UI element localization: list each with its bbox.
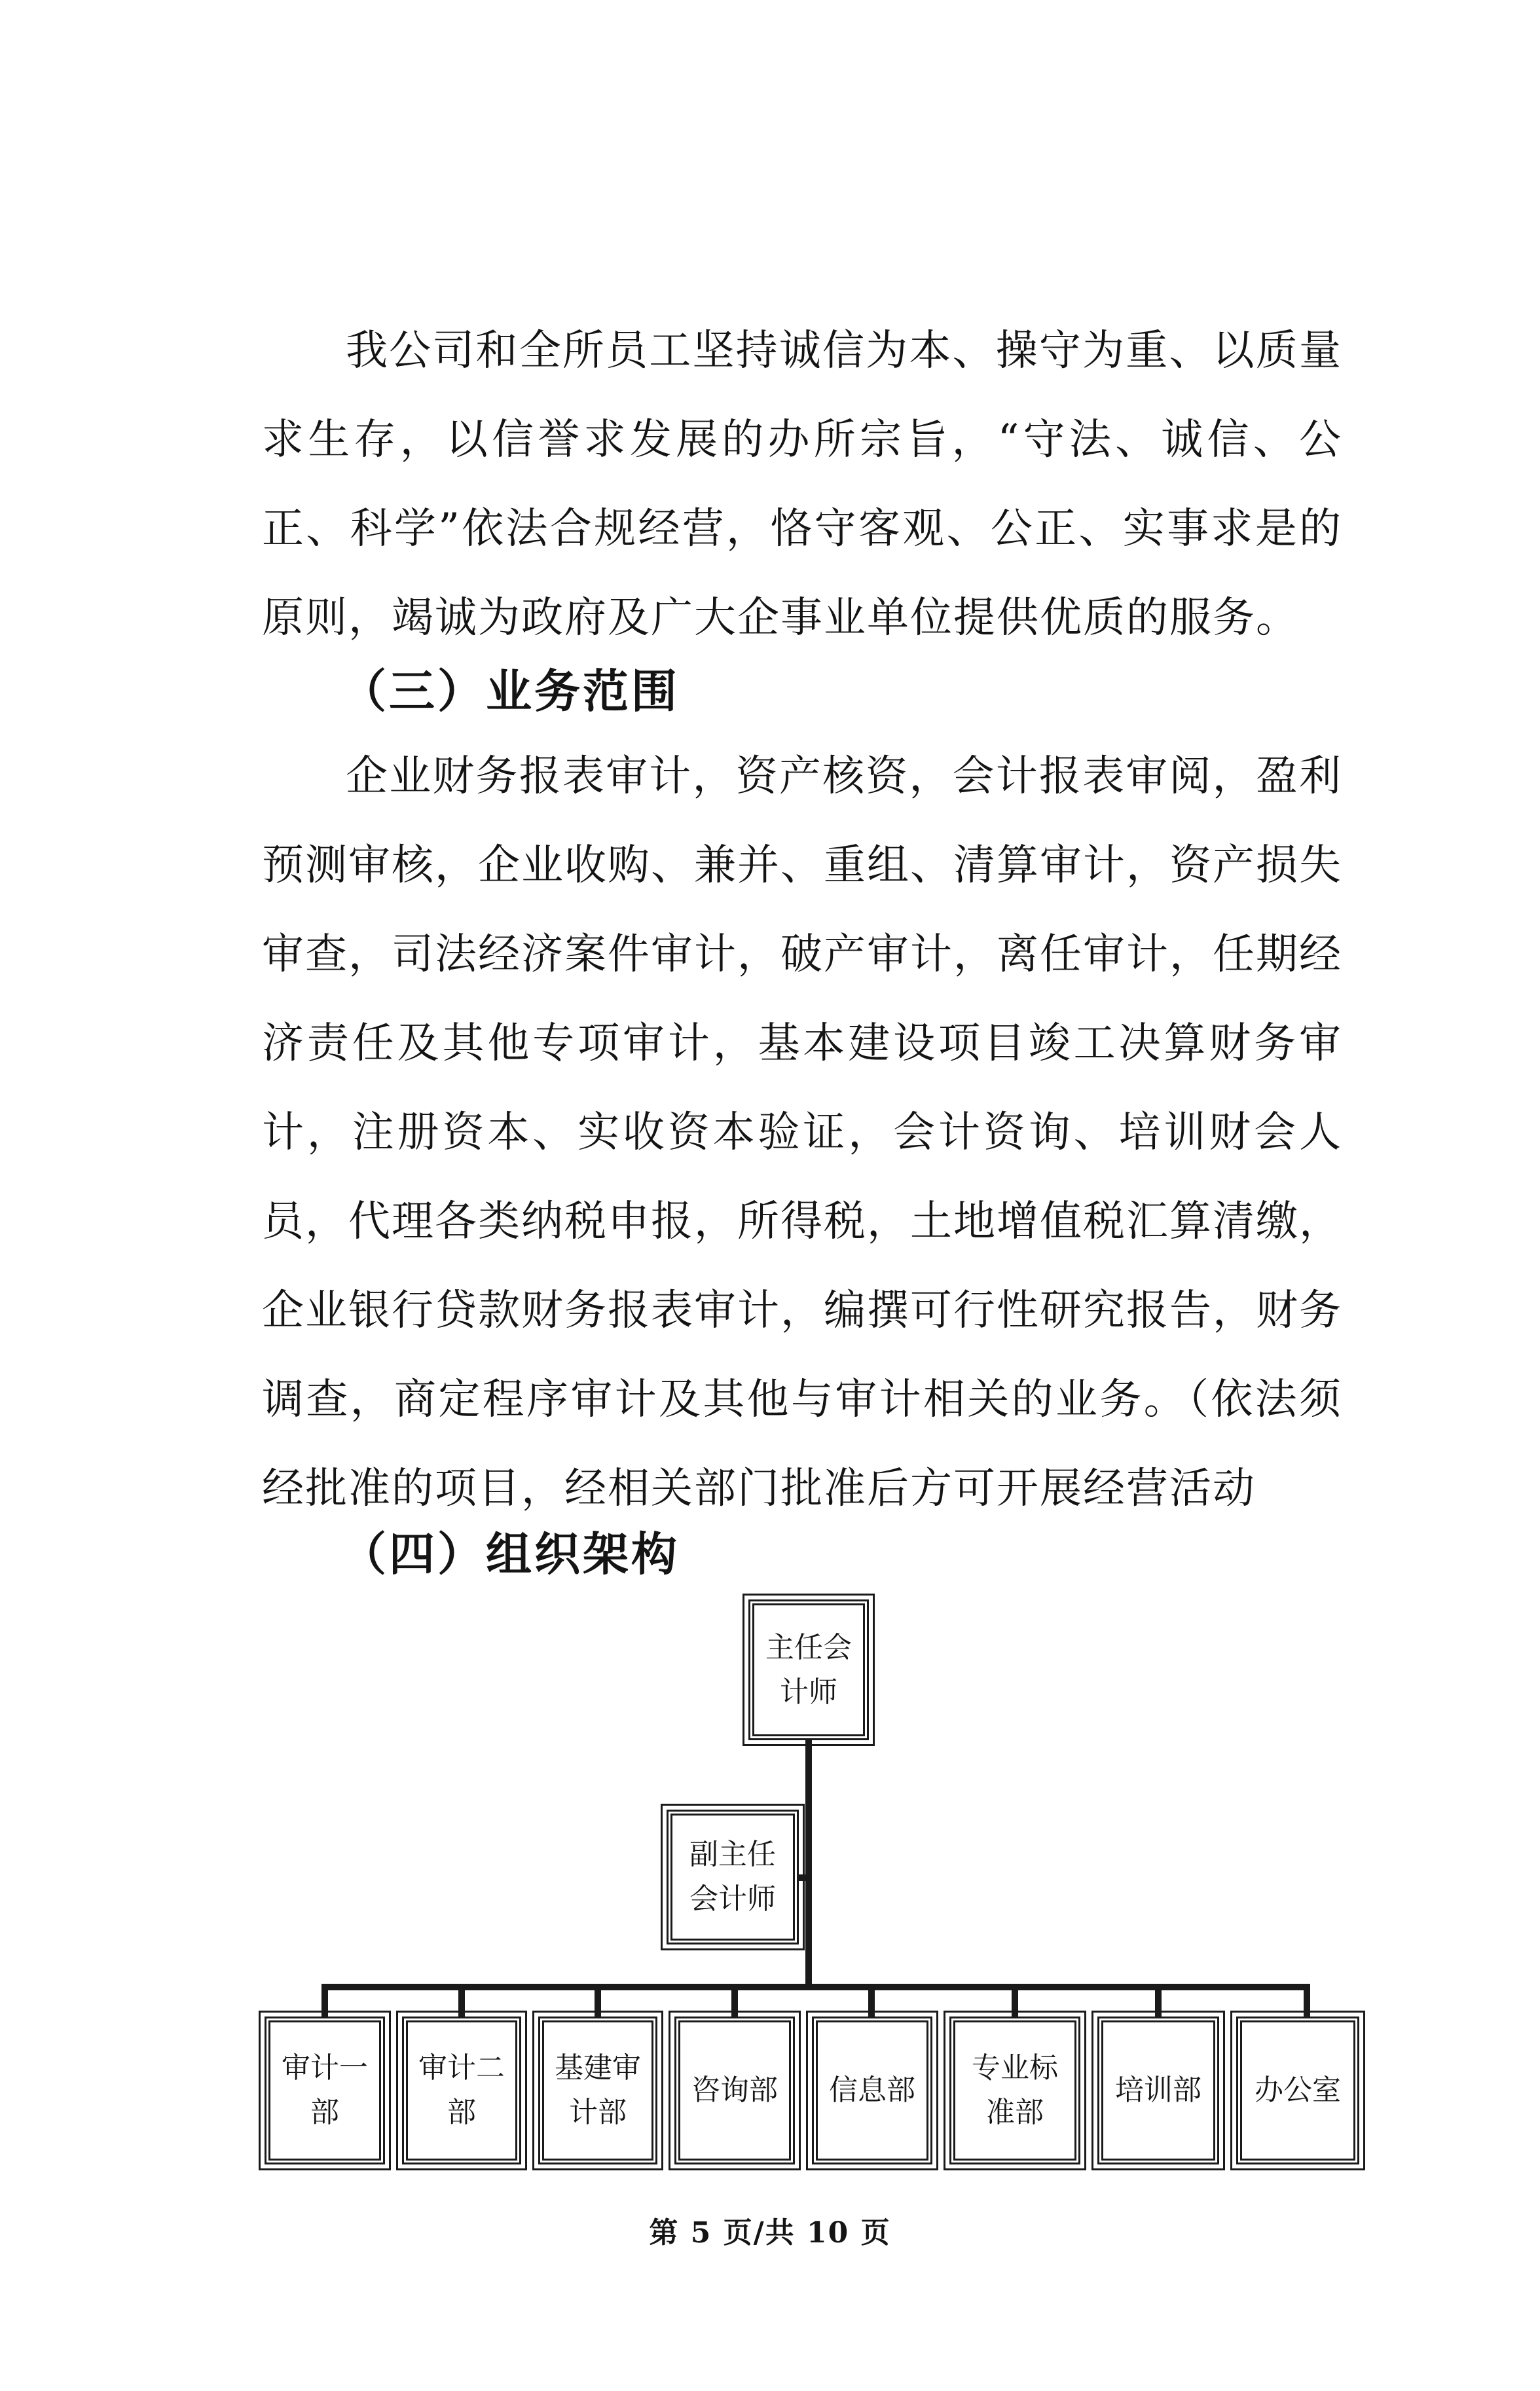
org-drop-1	[321, 1984, 328, 2017]
org-box-consulting-label: 咨询部	[691, 2073, 778, 2107]
org-box-construction-audit-dept	[538, 2017, 657, 2164]
org-box-training-label: 培训部	[1115, 2073, 1201, 2107]
org-box-deputy-line2: 会计师	[689, 1882, 776, 1916]
org-box-chief-accountant	[748, 1599, 869, 1740]
page-number-footer: 第 5 页/共 10 页	[649, 2216, 891, 2250]
org-box-construction-audit-line1: 基建审	[555, 2051, 641, 2085]
org-box-construction-audit-line2: 计部	[569, 2096, 627, 2129]
org-box-audit-dept-2-line2: 部	[447, 2096, 476, 2129]
org-box-deputy-chief-accountant	[667, 1810, 799, 1944]
org-box-chief-line2: 计师	[780, 1675, 837, 1709]
org-drop-4	[731, 1984, 738, 2017]
org-box-office-label: 办公室	[1255, 2073, 1341, 2107]
org-horizontal-bar	[321, 1984, 1310, 1990]
org-box-information-label: 信息部	[829, 2073, 915, 2107]
org-box-audit-dept-1	[265, 2017, 385, 2164]
intro-paragraph: 我公司和全所员工坚持诚信为本、操守为重、以质量求生存，以信誉求发展的办所宗旨，“守法、诚信、公正、科学”依法合规经营，恪守客观、公正、实事求是的原则，竭诚为政府及广大企事业单位提供优质的服务。	[262, 327, 1342, 642]
section-heading-business-scope: （三）业务范围	[340, 664, 680, 718]
org-box-audit-dept-1-line2: 部	[310, 2096, 339, 2129]
org-box-standards-dept	[949, 2017, 1080, 2164]
business-scope-paragraph: 企业财务报表审计，资产核资，会计报表审阅，盈利预测审核，企业收购、兼并、重组、清算审计，资产损失审查，司法经济案件审计，破产审计，离任审计，任期经济责任及其他专项审计，基本建设项目竣工决算财务审计，注册资本、实收资本验证，会计资询、培训财会人员，代理各类纳税申报，所得税，土地增值税汇算清缴，企业银行贷款财务报表审计，编撰可行性研究报告，财务调查，商定程序审计及其他与审计相关的业务。（依法须经批准的项目，经相关部门批准后方可开展经营活动	[262, 752, 1342, 1513]
org-box-standards-line1: 专业标	[972, 2051, 1058, 2085]
org-drop-8	[1304, 1984, 1310, 2017]
org-drop-5	[868, 1984, 875, 2017]
org-box-training-dept	[1097, 2017, 1219, 2164]
org-box-information-dept	[812, 2017, 932, 2164]
org-drop-7	[1155, 1984, 1162, 2017]
org-box-audit-dept-2-line1: 审计二	[418, 2051, 505, 2085]
org-box-deputy-line1: 副主任	[689, 1838, 776, 1871]
org-box-chief-line1: 主任会	[765, 1630, 852, 1664]
org-box-standards-line2: 准部	[986, 2096, 1044, 2129]
org-box-office	[1236, 2017, 1359, 2164]
org-drop-2	[458, 1984, 465, 2017]
org-deputy-connector	[799, 1874, 812, 1881]
org-drop-3	[595, 1984, 601, 2017]
org-box-audit-dept-1-line1: 审计一	[282, 2051, 368, 2085]
section-heading-org-structure: （四）组织架构	[340, 1527, 680, 1581]
org-drop-6	[1012, 1984, 1018, 2017]
org-vertical-trunk	[805, 1740, 812, 1990]
org-box-audit-dept-2	[402, 2017, 521, 2164]
org-box-consulting-dept	[674, 2017, 795, 2164]
